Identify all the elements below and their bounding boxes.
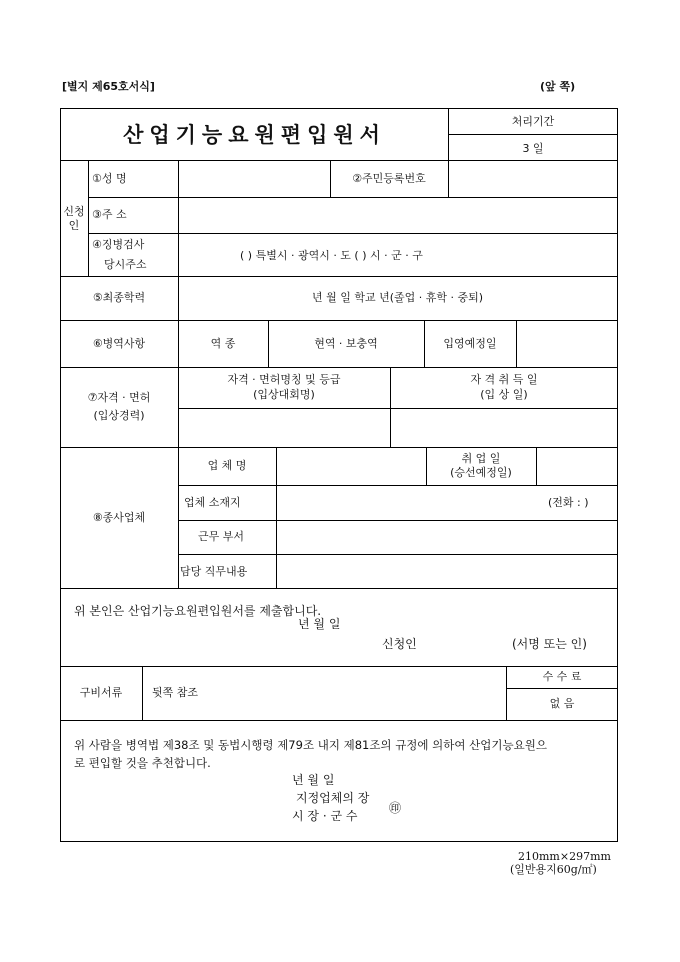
company-location-field[interactable] [278,487,538,518]
page-side-label: (앞 쪽) [540,80,576,93]
recommendation-date: 년 월 일 [292,773,335,787]
form-title: 산업기능요원편입원서 [123,122,386,147]
education-label: ⑤최종학력 [92,291,146,304]
company-label: ⑧종사업체 [92,511,146,524]
resident-number-field[interactable] [450,162,616,195]
department-field[interactable] [278,522,616,552]
military-label: ⑥병역사항 [92,337,146,350]
education-field[interactable]: 년 월 일 학교 년(졸업 · 휴학 · 중퇴) [312,291,484,304]
applicant-group-label: 신청 [63,205,85,218]
mayor-county-head-label: 시 장 · 군 수 [292,809,358,823]
license-name-header-2: (입상대회명) [253,388,315,401]
company-location-label: 업체 소재지 [184,496,241,509]
employment-date-field[interactable] [538,449,616,483]
processing-period-value: 3 일 [522,142,544,155]
fee-label: 수 수 료 [542,670,582,683]
enlistment-date-label: 입영예정일 [443,337,497,350]
paper-size: 210mm×297mm [518,850,611,863]
license-name-header: 자격 · 면허명칭 및 등급 [227,373,341,386]
applicant-group-label-2: 인 [68,219,80,232]
company-phone-label: (전화 : ) [548,496,589,509]
address-label: ③주 소 [92,208,127,221]
resident-number-label: ②주민등록번호 [352,172,426,185]
employment-date-label-2: (승선예정일) [450,466,512,479]
declaration-date: 년 월 일 [298,617,341,631]
form-number: [별지 제65호서식] [62,80,155,93]
paper-type: (일반용지60g/㎡) [510,863,597,876]
signature-or-seal-label[interactable]: (서명 또는 인) [512,637,587,651]
employment-date-label: 취 업 일 [461,452,501,465]
recommendation-text: 위 사람을 병역법 제38조 및 동법시행령 제79조 내지 제81조의 규정에 의하여 산업기능요원으 [74,738,547,752]
address-field[interactable] [180,199,616,231]
department-label: 근무 부서 [198,530,245,543]
exam-address-label: ④징병검사 [92,238,145,251]
qualification-label: ⑦자격 · 면허 [87,391,151,404]
license-date-field[interactable] [392,410,616,445]
duty-field[interactable] [278,556,616,586]
name-field[interactable] [180,162,328,195]
name-label: ①성 명 [92,172,127,185]
license-name-field[interactable] [180,410,388,445]
recommendation-text-2: 로 편입할 것을 추천합니다. [74,756,211,770]
enlistment-date-field[interactable] [518,322,616,365]
required-documents-label: 구비서류 [79,686,123,699]
declaration-text: 위 본인은 산업기능요원편입원서를 제출합니다. [74,604,322,618]
company-name-field[interactable] [278,449,424,483]
service-type-label: 역 종 [210,337,236,350]
license-date-header-2: (입 상 일) [480,388,528,401]
required-documents-value: 뒷쪽 참조 [152,686,199,699]
designated-company-head-label: 지정업체의 장 [296,791,370,805]
duty-label: 담당 직무내용 [180,565,248,578]
license-date-header: 자 격 취 득 일 [470,373,538,386]
applicant-signature-label: 신청인 [382,637,417,651]
exam-address-field[interactable]: ( ) 특별시 · 광역시 · 도 ( ) 시 · 군 · 구 [240,249,423,262]
service-type-value[interactable]: 현역 · 보충역 [314,337,378,350]
processing-period-label: 처리기간 [511,115,555,128]
company-name-label: 업 체 명 [207,459,247,472]
qualification-label-2: (입상경력) [93,409,145,422]
exam-address-label-2: 당시주소 [104,258,147,271]
fee-value: 없 음 [549,697,575,710]
seal-mark: ㊞ [389,801,402,815]
